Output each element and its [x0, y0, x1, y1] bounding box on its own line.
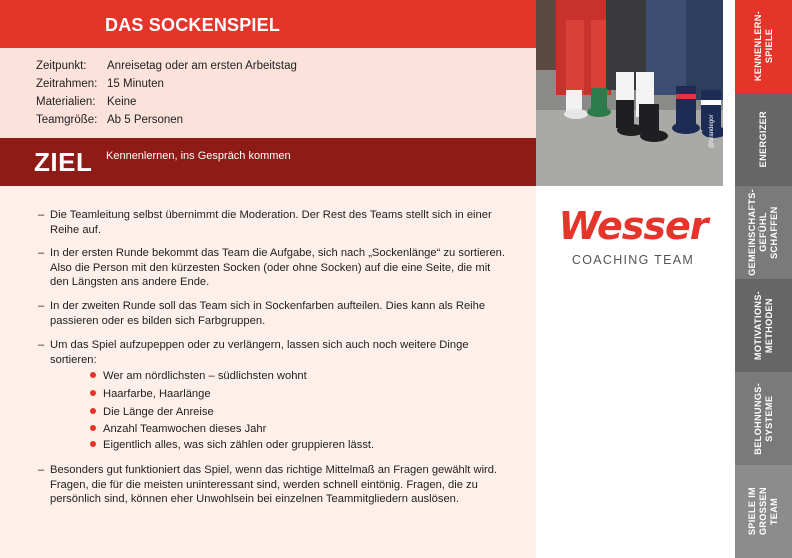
dash-marker: – — [38, 464, 45, 476]
instruction-paragraph — [38, 246, 508, 290]
instructions-panel — [0, 186, 536, 558]
socks-photo — [536, 0, 723, 186]
dash-marker: – — [38, 247, 45, 259]
tab-gemeinschaftsgefuehl[interactable] — [735, 186, 792, 279]
tab-spiele-im-grossen-team[interactable] — [735, 465, 792, 558]
tab-label: ENERGIZER — [758, 111, 768, 168]
tab-kennenlernspiele[interactable] — [735, 0, 792, 93]
paragraph-text: In der zweiten Runde soll das Team sich in Sockenfarben aufteilen. Dies kann als Reihe passieren oder es bilden sich Farbgruppen. — [50, 300, 486, 327]
info-row-materialien — [36, 96, 136, 108]
bullet-dot-icon — [90, 441, 96, 447]
list-item — [90, 370, 307, 382]
list-item — [90, 406, 214, 418]
paragraph-text: In der ersten Runde bekommt das Team die Aufgabe, sich nach „Sockenlänge“ zu sortieren. Also die Person mit den kürzesten Socken (oder ohne Socken) auf die eine Seite, die mit den Längsten ans andere Ende. — [50, 247, 506, 288]
dash-marker: – — [38, 300, 45, 312]
page-title: DAS SOCKENSPIEL — [105, 15, 281, 35]
dash-marker: – — [38, 209, 45, 221]
photo-credit: @brandegor — [709, 114, 715, 148]
goal-text: Kennenlernen, ins Gespräch kommen — [106, 150, 291, 162]
info-value: Ab 5 Personen — [107, 114, 184, 126]
tab-belohnungssysteme[interactable] — [735, 372, 792, 465]
list-item — [90, 423, 266, 435]
tab-label: BELOHNUNGS- SYSTEME — [752, 382, 774, 455]
info-row-zeitrahmen — [36, 78, 164, 90]
list-item — [90, 439, 374, 451]
dash-marker: – — [38, 339, 45, 351]
bullet-dot-icon — [90, 390, 96, 396]
list-item-text: Wer am nördlichsten – südlichsten wohnt — [103, 370, 307, 382]
bullet-dot-icon — [90, 372, 96, 378]
info-panel — [0, 48, 536, 138]
info-label: Zeitrahmen: — [36, 78, 98, 90]
tab-energizer[interactable] — [735, 93, 792, 186]
logo-subtitle: COACHING TEAM — [571, 253, 695, 267]
logo-wordmark: Wesser — [558, 204, 708, 248]
list-item-text: Haarfarbe, Haarlänge — [103, 388, 211, 400]
instruction-paragraph — [38, 208, 508, 237]
paragraph-text: Besonders gut funktioniert das Spiel, wenn das richtige Mittelmaß an Fragen gewählt wird. Fragen, die für die meisten uninteressant sind, werden schnell eintönig. Fragen, die zu persönlich sind, können eher Unwohlsein bei einzelnen Teammitgliedern auslösen. — [50, 464, 498, 505]
tab-label: GEMEINSCHAFTS- GEFÜHL SCHAFFEN — [747, 189, 779, 276]
tab-label: KENNENLERN- SPIELE — [752, 11, 774, 82]
list-item-text: Eigentlich alles, was sich zählen oder gruppieren lässt. — [103, 439, 375, 451]
paragraph-text: Die Teamleitung selbst übernimmt die Moderation. Der Rest des Teams stellt sich in einer Reihe auf. — [50, 209, 492, 236]
socks-illustration — [536, 0, 723, 186]
tab-motivationsmethoden[interactable] — [735, 279, 792, 372]
tab-label: MOTIVATIONS- METHODEN — [752, 290, 774, 361]
goal-heading: ZIEL — [34, 147, 93, 177]
bullet-dot-icon — [90, 425, 96, 431]
info-value: Keine — [107, 96, 137, 108]
info-value: 15 Minuten — [107, 78, 164, 90]
info-label: Teamgröße: — [36, 114, 98, 126]
info-label: Zeitpunkt: — [36, 60, 87, 72]
list-item — [90, 388, 211, 400]
list-item-text: Die Länge der Anreise — [103, 406, 214, 418]
info-row-teamgroesse — [36, 114, 183, 126]
paragraph-text: Um das Spiel aufzupeppen oder zu verlängern, lassen sich auch noch weitere Dinge sortieren: — [50, 339, 469, 366]
info-value: Anreisetag oder am ersten Arbeitstag — [107, 60, 297, 72]
list-item-text: Anzahl Teamwochen dieses Jahr — [103, 423, 267, 435]
instruction-paragraph — [38, 338, 508, 367]
tab-label: SPIELE IM GROSSEN TEAM — [747, 487, 779, 536]
info-label: Materialien: — [36, 96, 96, 108]
bullet-dot-icon — [90, 408, 96, 414]
instruction-paragraph — [38, 299, 508, 328]
instruction-paragraph — [38, 463, 508, 507]
info-row-zeitpunkt — [36, 60, 297, 72]
